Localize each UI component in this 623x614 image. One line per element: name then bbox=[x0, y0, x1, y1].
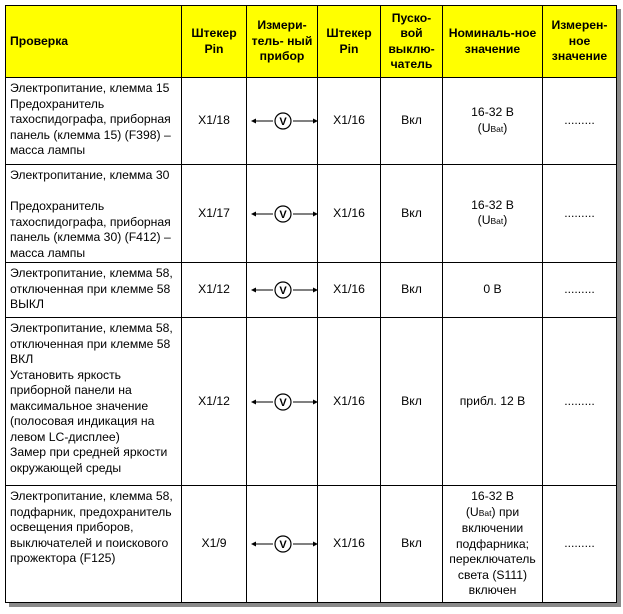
check-line: Электропитание, клемма 15 bbox=[10, 81, 170, 95]
nominal-sub-open: (U bbox=[465, 504, 479, 519]
pin-cell: X1/17 bbox=[182, 165, 247, 263]
nominal-sub-small: Bat bbox=[478, 507, 492, 518]
table-row bbox=[6, 78, 617, 165]
check-description bbox=[6, 263, 182, 318]
check-description bbox=[6, 486, 182, 603]
check-line: Электропитание, клемма 58, подфарник, предохранитель освещения приборов, выключателей и поискового прожектора (F125) bbox=[10, 489, 173, 565]
nominal-sub-close: ) bbox=[491, 504, 496, 519]
nominal-sub-small: Bat bbox=[490, 216, 504, 226]
nominal-value bbox=[443, 165, 543, 263]
nominal-sub bbox=[446, 213, 539, 230]
table-row bbox=[6, 165, 617, 263]
voltmeter-label: V bbox=[279, 285, 287, 297]
header-check: Проверка bbox=[6, 6, 182, 78]
check-line: Предохранитель тахоспидографа, приборная панель (клемма 15) (F398) – масса лампы bbox=[10, 96, 171, 157]
pin-cell-2: X1/16 bbox=[318, 318, 381, 486]
check-line: Замер при средней яркости окружающей среды bbox=[10, 445, 168, 475]
voltmeter-symbol bbox=[250, 205, 320, 223]
check-line: Электропитание, клемма 30 bbox=[10, 168, 170, 182]
meter-cell bbox=[247, 165, 318, 263]
table-row bbox=[6, 263, 617, 318]
nominal-tail: при включении подфарника; переключатель света (S111) включен bbox=[449, 504, 536, 598]
nominal-sub-small: Bat bbox=[490, 123, 504, 134]
nominal-value bbox=[443, 486, 543, 603]
nominal-sub-close: ) bbox=[503, 120, 508, 135]
nominal-sub-open: (U bbox=[477, 120, 491, 135]
check-description bbox=[6, 165, 182, 263]
measured-value: ......... bbox=[543, 263, 617, 318]
nominal-main: 0 В bbox=[483, 282, 502, 297]
pin-cell: X1/18 bbox=[182, 78, 247, 165]
nominal-value bbox=[443, 318, 543, 486]
nominal-main: 16-32 В bbox=[471, 197, 514, 212]
voltmeter-label: V bbox=[279, 396, 287, 409]
nominal-main: прибл. 12 В bbox=[459, 393, 526, 408]
voltmeter-symbol bbox=[250, 112, 320, 130]
header-row bbox=[6, 6, 617, 78]
nominal-sub bbox=[446, 121, 539, 138]
check-line bbox=[10, 184, 179, 200]
pin-cell-2: X1/16 bbox=[318, 78, 381, 165]
nominal-main: 16-32 В bbox=[471, 489, 514, 504]
nominal-main: 16-32 В bbox=[471, 105, 514, 119]
nominal-sub bbox=[446, 505, 539, 599]
voltmeter-symbol bbox=[250, 535, 320, 553]
voltmeter-symbol bbox=[250, 281, 320, 299]
check-line: Предохранитель тахоспидографа, приборная панель (клемма 30) (F412) – масса лампы bbox=[10, 199, 171, 260]
nominal-value bbox=[443, 78, 543, 165]
table-row bbox=[6, 486, 617, 603]
voltmeter-label: V bbox=[279, 539, 287, 551]
pin-cell-2: X1/16 bbox=[318, 486, 381, 603]
header-pin-2: Штекер Pin bbox=[318, 6, 381, 78]
voltmeter-symbol bbox=[250, 393, 320, 411]
voltmeter-label: V bbox=[279, 208, 287, 221]
check-line: Электропитание, клемма 58, отключенная при клемме 58 ВКЛ bbox=[10, 321, 173, 366]
measured-value: ......... bbox=[543, 486, 617, 603]
measured-value: ......... bbox=[543, 78, 617, 165]
measured-value: ......... bbox=[543, 165, 617, 263]
meter-cell bbox=[247, 486, 318, 603]
pin-cell-2: X1/16 bbox=[318, 165, 381, 263]
header-pin: Штекер Pin bbox=[182, 6, 247, 78]
pin-cell-2: X1/16 bbox=[318, 263, 381, 318]
nominal-sub-open: (U bbox=[477, 213, 491, 227]
measured-value: ......... bbox=[543, 318, 617, 486]
switch-cell: Вкл bbox=[381, 78, 443, 165]
header-meter: Измери-тель- ный прибор bbox=[247, 6, 318, 78]
voltmeter-label: V bbox=[279, 116, 287, 128]
header-measured: Измерен-ное значение bbox=[543, 6, 617, 78]
table-row bbox=[6, 318, 617, 486]
meter-cell bbox=[247, 78, 318, 165]
switch-cell: Вкл bbox=[381, 165, 443, 263]
header-switch: Пуско-вой выклю-чатель bbox=[381, 6, 443, 78]
check-description bbox=[6, 318, 182, 486]
nominal-sub-close: ) bbox=[503, 213, 508, 227]
check-line: Электропитание, клемма 58, отключенная при клемме 58 ВЫКЛ bbox=[10, 266, 173, 311]
meter-cell bbox=[247, 318, 318, 486]
pin-cell: X1/9 bbox=[182, 486, 247, 603]
check-line: Установить яркость приборной панели на максимальное значение (полосовая индикация на левом LC-дисплее) bbox=[10, 367, 155, 444]
check-table bbox=[5, 5, 617, 603]
meter-cell bbox=[247, 263, 318, 318]
header-nominal: Номиналь-ное значение bbox=[443, 6, 543, 78]
switch-cell: Вкл bbox=[381, 263, 443, 318]
check-description bbox=[6, 78, 182, 165]
pin-cell: X1/12 bbox=[182, 263, 247, 318]
switch-cell: Вкл bbox=[381, 318, 443, 486]
switch-cell: Вкл bbox=[381, 486, 443, 603]
nominal-value bbox=[443, 263, 543, 318]
table-body bbox=[6, 78, 617, 603]
pin-cell: X1/12 bbox=[182, 318, 247, 486]
